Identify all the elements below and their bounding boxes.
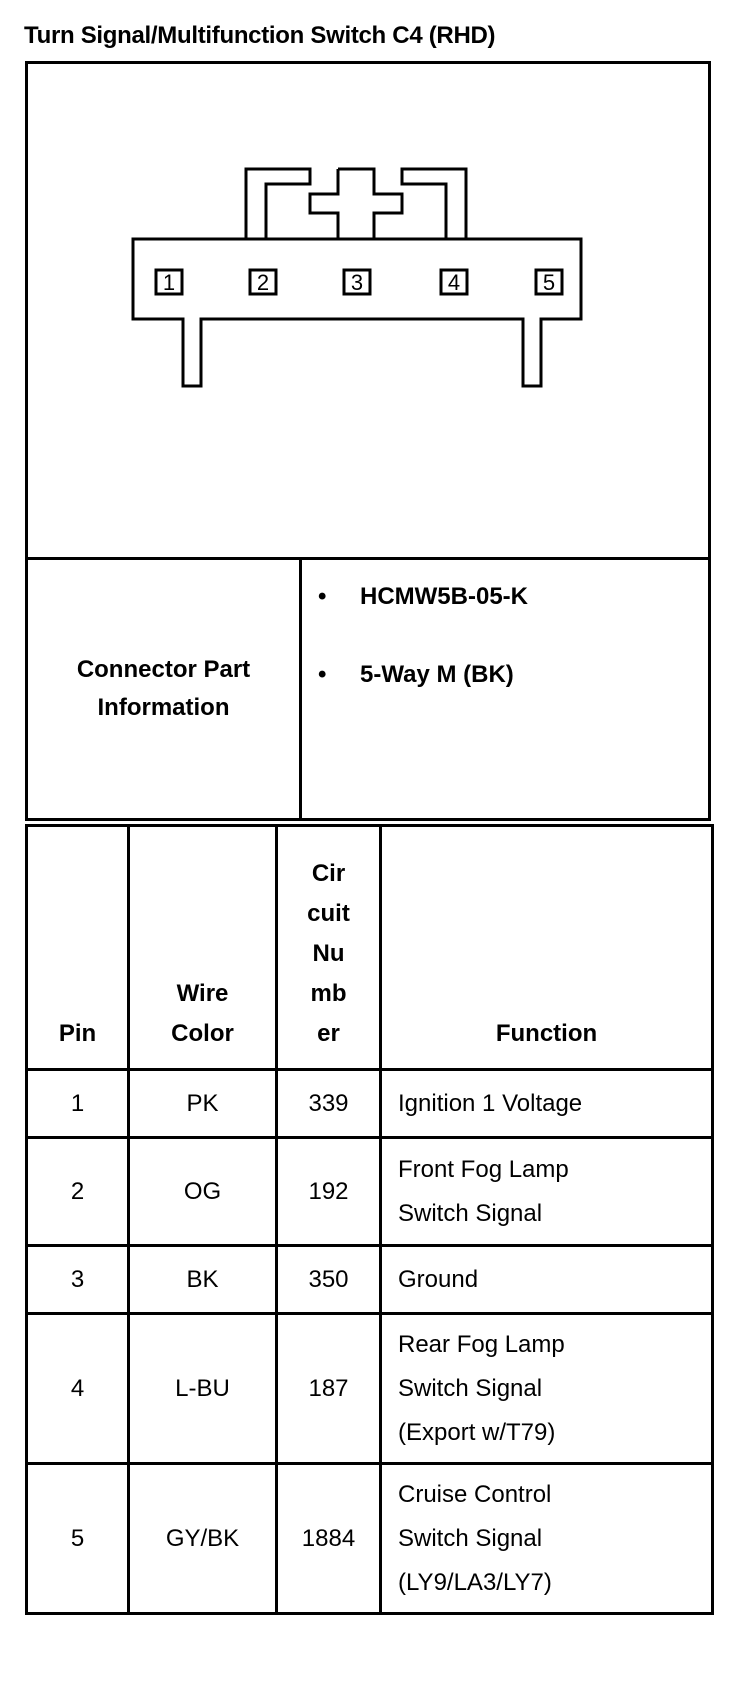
circuit-cell: 192 <box>277 1138 381 1246</box>
connector-body-outline <box>133 239 581 386</box>
wire-color-cell: OG <box>129 1138 277 1246</box>
wire-color-cell: GY/BK <box>129 1464 277 1614</box>
header-function: Function <box>381 826 713 1070</box>
wire-color-cell: BK <box>129 1246 277 1314</box>
function-cell: Rear Fog Lamp Switch Signal (Export w/T79) <box>381 1314 713 1464</box>
connector-center-key <box>310 169 402 239</box>
table-row <box>27 1314 713 1464</box>
pin-label-5: 5 <box>542 270 556 295</box>
part-type-text: 5-Way M (BK) <box>360 661 514 688</box>
circuit-cell: 339 <box>277 1070 381 1138</box>
part-number-text: HCMW5B-05-K <box>360 583 528 610</box>
part-info-label <box>28 560 299 818</box>
part-info-divider <box>299 560 302 818</box>
part-info-label-text: Connector Part Information <box>76 656 251 721</box>
pin-cell: 3 <box>27 1246 129 1314</box>
connector-diagram-panel <box>25 61 711 557</box>
table-row <box>27 1464 713 1614</box>
connector-face-drawing <box>28 64 714 560</box>
connector-part-info <box>25 557 711 821</box>
function-cell: Front Fog Lamp Switch Signal <box>381 1138 713 1246</box>
part-type-item <box>318 656 528 694</box>
header-wire-color: Wire Color <box>129 826 277 1070</box>
pin-cell: 4 <box>27 1314 129 1464</box>
table-row <box>27 1246 713 1314</box>
pin-label-1: 1 <box>162 270 176 295</box>
part-number-item <box>318 578 528 616</box>
table-header-row <box>27 826 713 1070</box>
bullet-icon: • <box>318 583 327 610</box>
wire-color-cell: L-BU <box>129 1314 277 1464</box>
pinout-table <box>25 824 714 1615</box>
function-cell: Ignition 1 Voltage <box>381 1070 713 1138</box>
pin-label-4: 4 <box>447 270 461 295</box>
header-circuit-number: Cir cuit Nu mb er <box>277 826 381 1070</box>
circuit-cell: 1884 <box>277 1464 381 1614</box>
pin-cell: 2 <box>27 1138 129 1246</box>
circuit-cell: 350 <box>277 1246 381 1314</box>
connector-latch-right <box>402 169 466 239</box>
wire-color-cell: PK <box>129 1070 277 1138</box>
pin-markers <box>156 270 562 295</box>
page-title: Turn Signal/Multifunction Switch C4 (RHD) <box>24 22 496 49</box>
part-info-list <box>318 578 528 734</box>
table-row <box>27 1070 713 1138</box>
function-cell: Cruise Control Switch Signal (LY9/LA3/LY7) <box>381 1464 713 1614</box>
pin-cell: 5 <box>27 1464 129 1614</box>
connector-latch-left <box>246 169 310 239</box>
pin-label-3: 3 <box>350 270 364 295</box>
pin-cell: 1 <box>27 1070 129 1138</box>
circuit-cell: 187 <box>277 1314 381 1464</box>
table-row <box>27 1138 713 1246</box>
header-pin: Pin <box>27 826 129 1070</box>
function-cell: Ground <box>381 1246 713 1314</box>
bullet-icon: • <box>318 661 327 688</box>
pin-label-2: 2 <box>256 270 270 295</box>
